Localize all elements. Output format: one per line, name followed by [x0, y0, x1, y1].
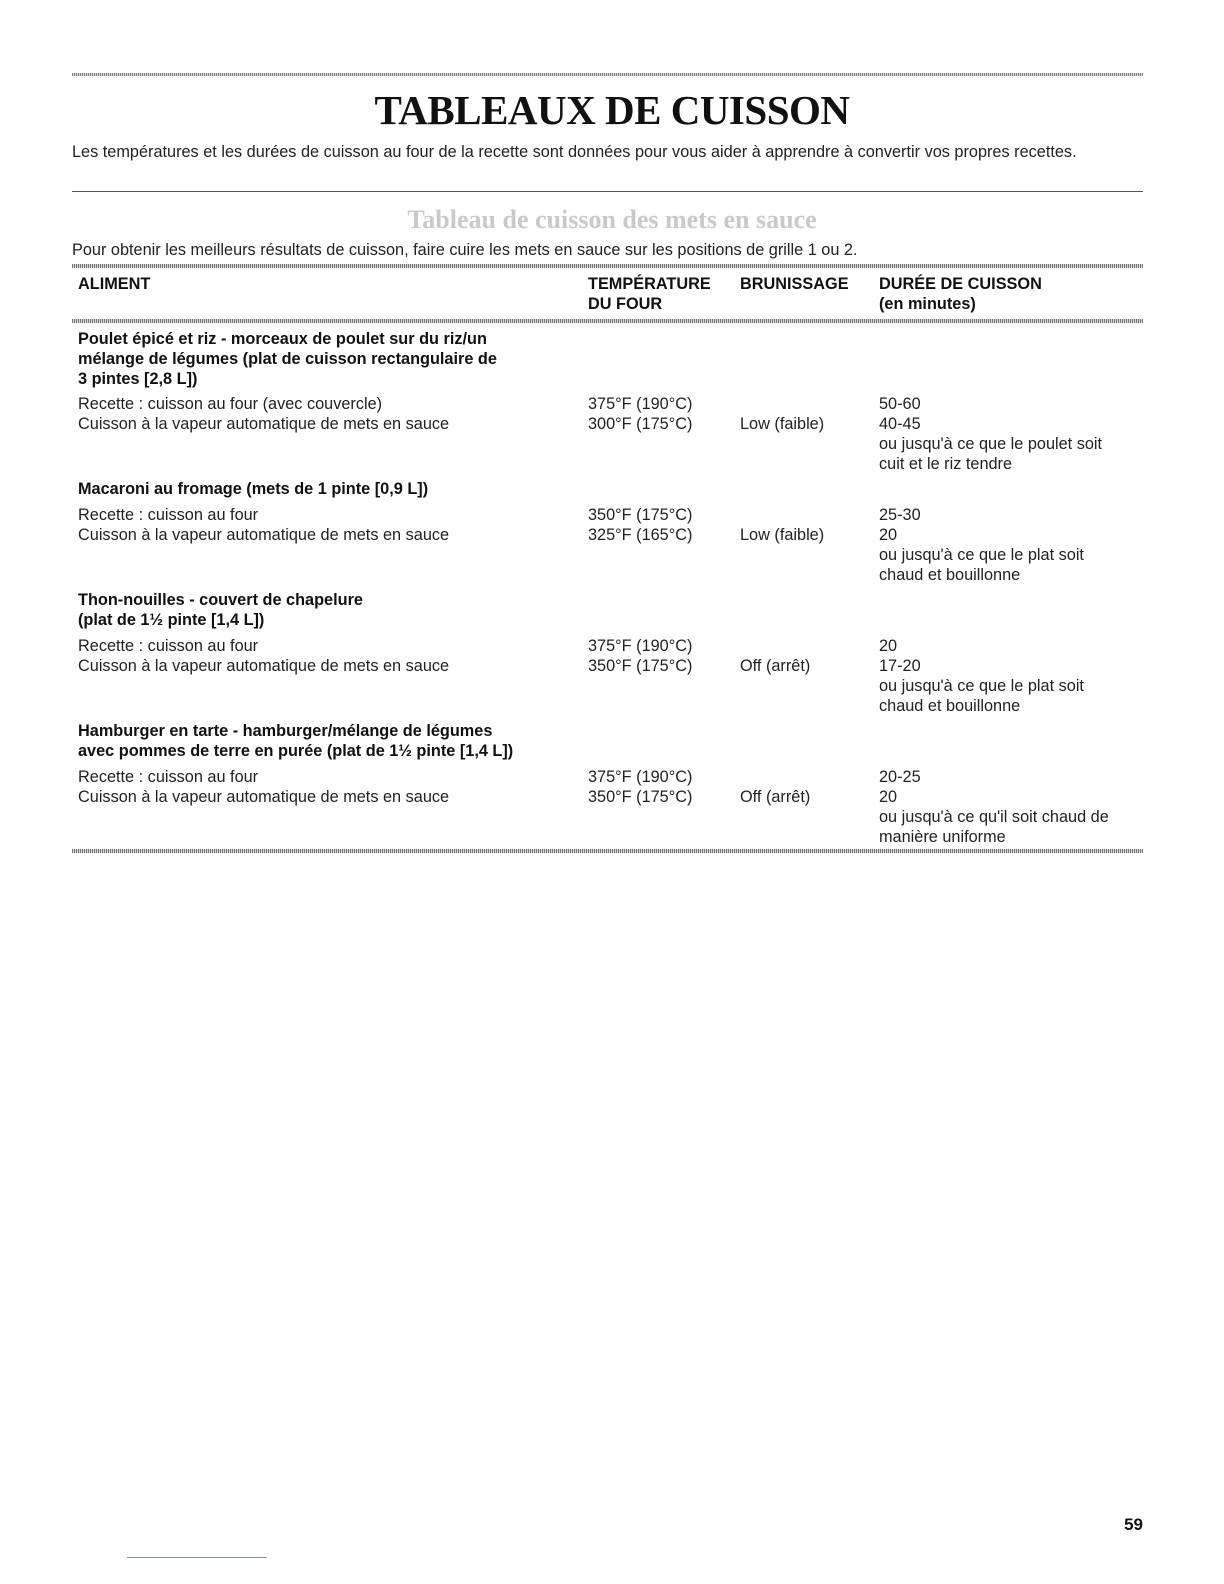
duree-note: chaud et bouillonne [879, 697, 1021, 715]
cell-duree [879, 787, 1143, 847]
group-title-line: Macaroni au fromage (mets de 1 pinte [0,9 L]) [78, 480, 429, 498]
cell-duree [879, 414, 1143, 474]
table-bottom-rule [72, 849, 1143, 853]
cell-duree [879, 656, 1143, 716]
cell-duree: 50-60 [879, 395, 921, 413]
duree-note: ou jusqu'à ce que le plat soit [879, 546, 1084, 564]
page-number: 59 [1124, 1515, 1143, 1534]
duree-value: 40-45 [879, 415, 921, 433]
cell-temperature: 325°F (165°C) [588, 526, 693, 544]
intro-paragraph: Les températures et les durées de cuisson au four de la recette sont données pour vous aider à apprendre à convertir vos propres recettes. [72, 143, 1077, 161]
group-title-macaroni [78, 479, 578, 499]
duree-note: ou jusqu'à ce que le poulet soit [879, 435, 1103, 453]
page-title: TABLEAUX DE CUISSON [374, 87, 850, 133]
cell-temperature: 375°F (190°C) [588, 637, 693, 655]
cell-duree: 25-30 [879, 506, 921, 524]
table-top-rule [72, 264, 1143, 268]
group-title-line: 3 pintes [2,8 L]) [78, 370, 198, 388]
duree-note: ou jusqu'à ce que le plat soit [879, 677, 1084, 695]
cell-brunissage: Off (arrêt) [740, 788, 811, 806]
group-title-hamburger [78, 721, 578, 761]
header-temperature-line2: DU FOUR [588, 295, 663, 313]
section-title: Tableau de cuisson des mets en sauce [407, 205, 817, 234]
duree-value: 20 [879, 526, 898, 544]
header-duree-line1: DURÉE DE CUISSON [879, 275, 1042, 293]
header-aliment-label: ALIMENT [78, 275, 151, 293]
cell-food: Cuisson à la vapeur automatique de mets en sauce [78, 526, 450, 544]
intro-divider [72, 191, 1143, 192]
header-duree [879, 274, 1042, 314]
cell-food: Cuisson à la vapeur automatique de mets en sauce [78, 657, 450, 675]
group-title-line: Thon-nouilles - couvert de chapelure [78, 591, 363, 609]
cell-brunissage: Low (faible) [740, 526, 825, 544]
header-temperature-line1: TEMPÉRATURE [588, 275, 711, 293]
group-title-line: Hamburger en tarte - hamburger/mélange de légumes [78, 722, 493, 740]
duree-note: cuit et le riz tendre [879, 455, 1013, 473]
cell-temperature: 350°F (175°C) [588, 788, 693, 806]
duree-note: manière uniforme [879, 828, 1006, 846]
header-brunissage-label: BRUNISSAGE [740, 275, 849, 293]
cell-food: Cuisson à la vapeur automatique de mets en sauce [78, 788, 450, 806]
cell-food: Cuisson à la vapeur automatique de mets en sauce [78, 415, 450, 433]
header-brunissage [740, 274, 849, 294]
cell-temperature: 350°F (175°C) [588, 657, 693, 675]
duree-note: chaud et bouillonne [879, 566, 1021, 584]
cell-food: Recette : cuisson au four [78, 506, 259, 524]
cell-food: Recette : cuisson au four [78, 637, 259, 655]
group-title-line: avec pommes de terre en purée (plat de 1½ pinte [1,4 L]) [78, 742, 514, 760]
header-temperature [588, 274, 711, 314]
header-aliment [78, 274, 150, 294]
duree-value: 17-20 [879, 657, 921, 675]
cell-temperature: 300°F (175°C) [588, 415, 693, 433]
group-title-line: Poulet épicé et riz - morceaux de poulet sur du riz/un [78, 330, 487, 348]
table-header-rule [72, 319, 1143, 323]
footer-line [127, 1557, 267, 1558]
cell-temperature: 375°F (190°C) [588, 395, 693, 413]
cell-brunissage: Low (faible) [740, 415, 825, 433]
cell-duree [879, 525, 1143, 585]
cell-temperature: 350°F (175°C) [588, 506, 693, 524]
group-title-thon [78, 590, 578, 630]
group-title-line: (plat de 1½ pinte [1,4 L]) [78, 611, 265, 629]
section-note: Pour obtenir les meilleurs résultats de cuisson, faire cuire les mets en sauce sur les positions de grille 1 ou 2. [72, 241, 858, 259]
cell-duree: 20-25 [879, 768, 921, 786]
cell-brunissage: Off (arrêt) [740, 657, 811, 675]
duree-value: 20 [879, 788, 898, 806]
duree-note: ou jusqu'à ce qu'il soit chaud de [879, 808, 1109, 826]
top-rule [72, 73, 1143, 76]
header-duree-line2: (en minutes) [879, 295, 976, 313]
cell-duree: 20 [879, 637, 898, 655]
group-title-poulet [78, 329, 578, 389]
cell-food: Recette : cuisson au four [78, 768, 259, 786]
group-title-line: mélange de légumes (plat de cuisson rectangulaire de [78, 350, 497, 368]
cell-food: Recette : cuisson au four (avec couvercle) [78, 395, 383, 413]
cell-temperature: 375°F (190°C) [588, 768, 693, 786]
